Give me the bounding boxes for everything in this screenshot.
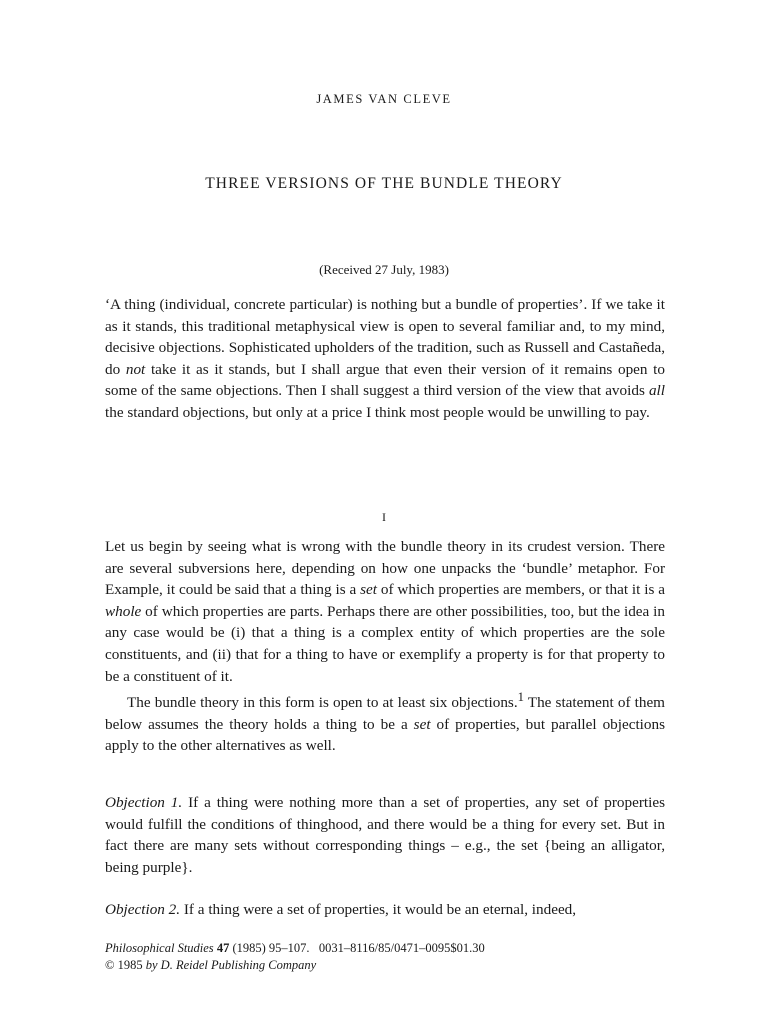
journal-pages: (1985) 95–107. — [232, 941, 310, 955]
para1-text-3: of which properties are parts. Perhaps there are other possibilities, too, but the idea in any case would be (i) that a thing is a complex entity of which properties are the sole constituents, and (ii) that for a thing to have or exemplify a property is for that property to be a constituent of it. — [105, 602, 665, 685]
publisher-name: by D. Reidel Publishing Company — [145, 958, 317, 972]
objection-1-label: Objection 1. — [105, 794, 183, 811]
objection-1-text: If a thing were nothing more than a set of properties, any set of properties would fulfill the conditions of thinghood, and there would be a thing for every set. But in fact there are many sets without corresponding things – e.g., the set {being an alligator, being purple}. — [105, 794, 666, 876]
section-1-body — [105, 536, 665, 757]
author-name: JAMES VAN CLEVE — [316, 92, 452, 106]
para1-text-2: of which properties are members, or that it is a — [377, 581, 665, 599]
abstract-paragraph — [105, 294, 665, 424]
journal-code: 0031–8116/85/0471–0095$01.30 — [318, 941, 485, 955]
received-date: (Received 27 July, 1983) — [319, 262, 449, 277]
objection-2-label: Objection 2. — [105, 901, 181, 918]
journal-name: Philosophical Studies — [105, 941, 214, 955]
objection-2 — [105, 899, 665, 921]
abstract-text-2: take it as it stands, but I shall argue that even their version of it remains open to some of the same objections. Then I shall suggest a third version of the view that avoids — [105, 360, 665, 400]
para2-text-1: The bundle theory in this form is open to at least six objections. — [127, 694, 518, 712]
citation-line — [105, 940, 485, 957]
objection-1 — [105, 792, 665, 878]
para1-emphasis-1: set — [360, 581, 377, 599]
publication-footer — [105, 940, 485, 974]
copyright-symbol: © 1985 — [105, 958, 143, 972]
objection-2-text: If a thing were a set of properties, it would be an eternal, indeed, — [180, 901, 577, 918]
copyright-line — [105, 957, 485, 974]
abstract-emphasis-1: not — [125, 360, 146, 378]
abstract-emphasis-2: all — [648, 382, 665, 400]
abstract-text-3: the standard objections, but only at a price I think most people would be unwilling to pay. — [105, 403, 650, 421]
para2-text-3: of properties, but parallel objections apply to the other alternatives as well. — [105, 715, 665, 755]
journal-volume: 47 — [216, 941, 230, 955]
para1-emphasis-2: whole — [105, 602, 142, 620]
footnote-marker[interactable]: 1 — [517, 690, 524, 705]
para2-emphasis-1: set — [413, 715, 431, 733]
para2-text-2: The statement of them below assumes the theory holds a thing to be a — [105, 694, 665, 733]
abstract-text-1: ‘A thing (individual, concrete particular) is nothing but a bundle of properties’. If we take it as it stands, this traditional metaphysical view is open to several familiar and, to my mind, decisive objections. Sophisticated upholders of the tradition, such as Russell and Castañeda, do — [105, 296, 665, 378]
para1-text-1: Let us begin by seeing what is wrong with the bundle theory in its crudest version. There are several subversions here, depending on how one unpacks the ‘bundle’ metaphor. For Example, it could be said that a thing is a — [105, 538, 665, 599]
section-1-paragraph-2 — [105, 687, 665, 757]
section-number: I — [382, 510, 386, 524]
paper-title: THREE VERSIONS OF THE BUNDLE THEORY — [205, 175, 563, 192]
section-1-paragraph-1 — [105, 536, 665, 687]
